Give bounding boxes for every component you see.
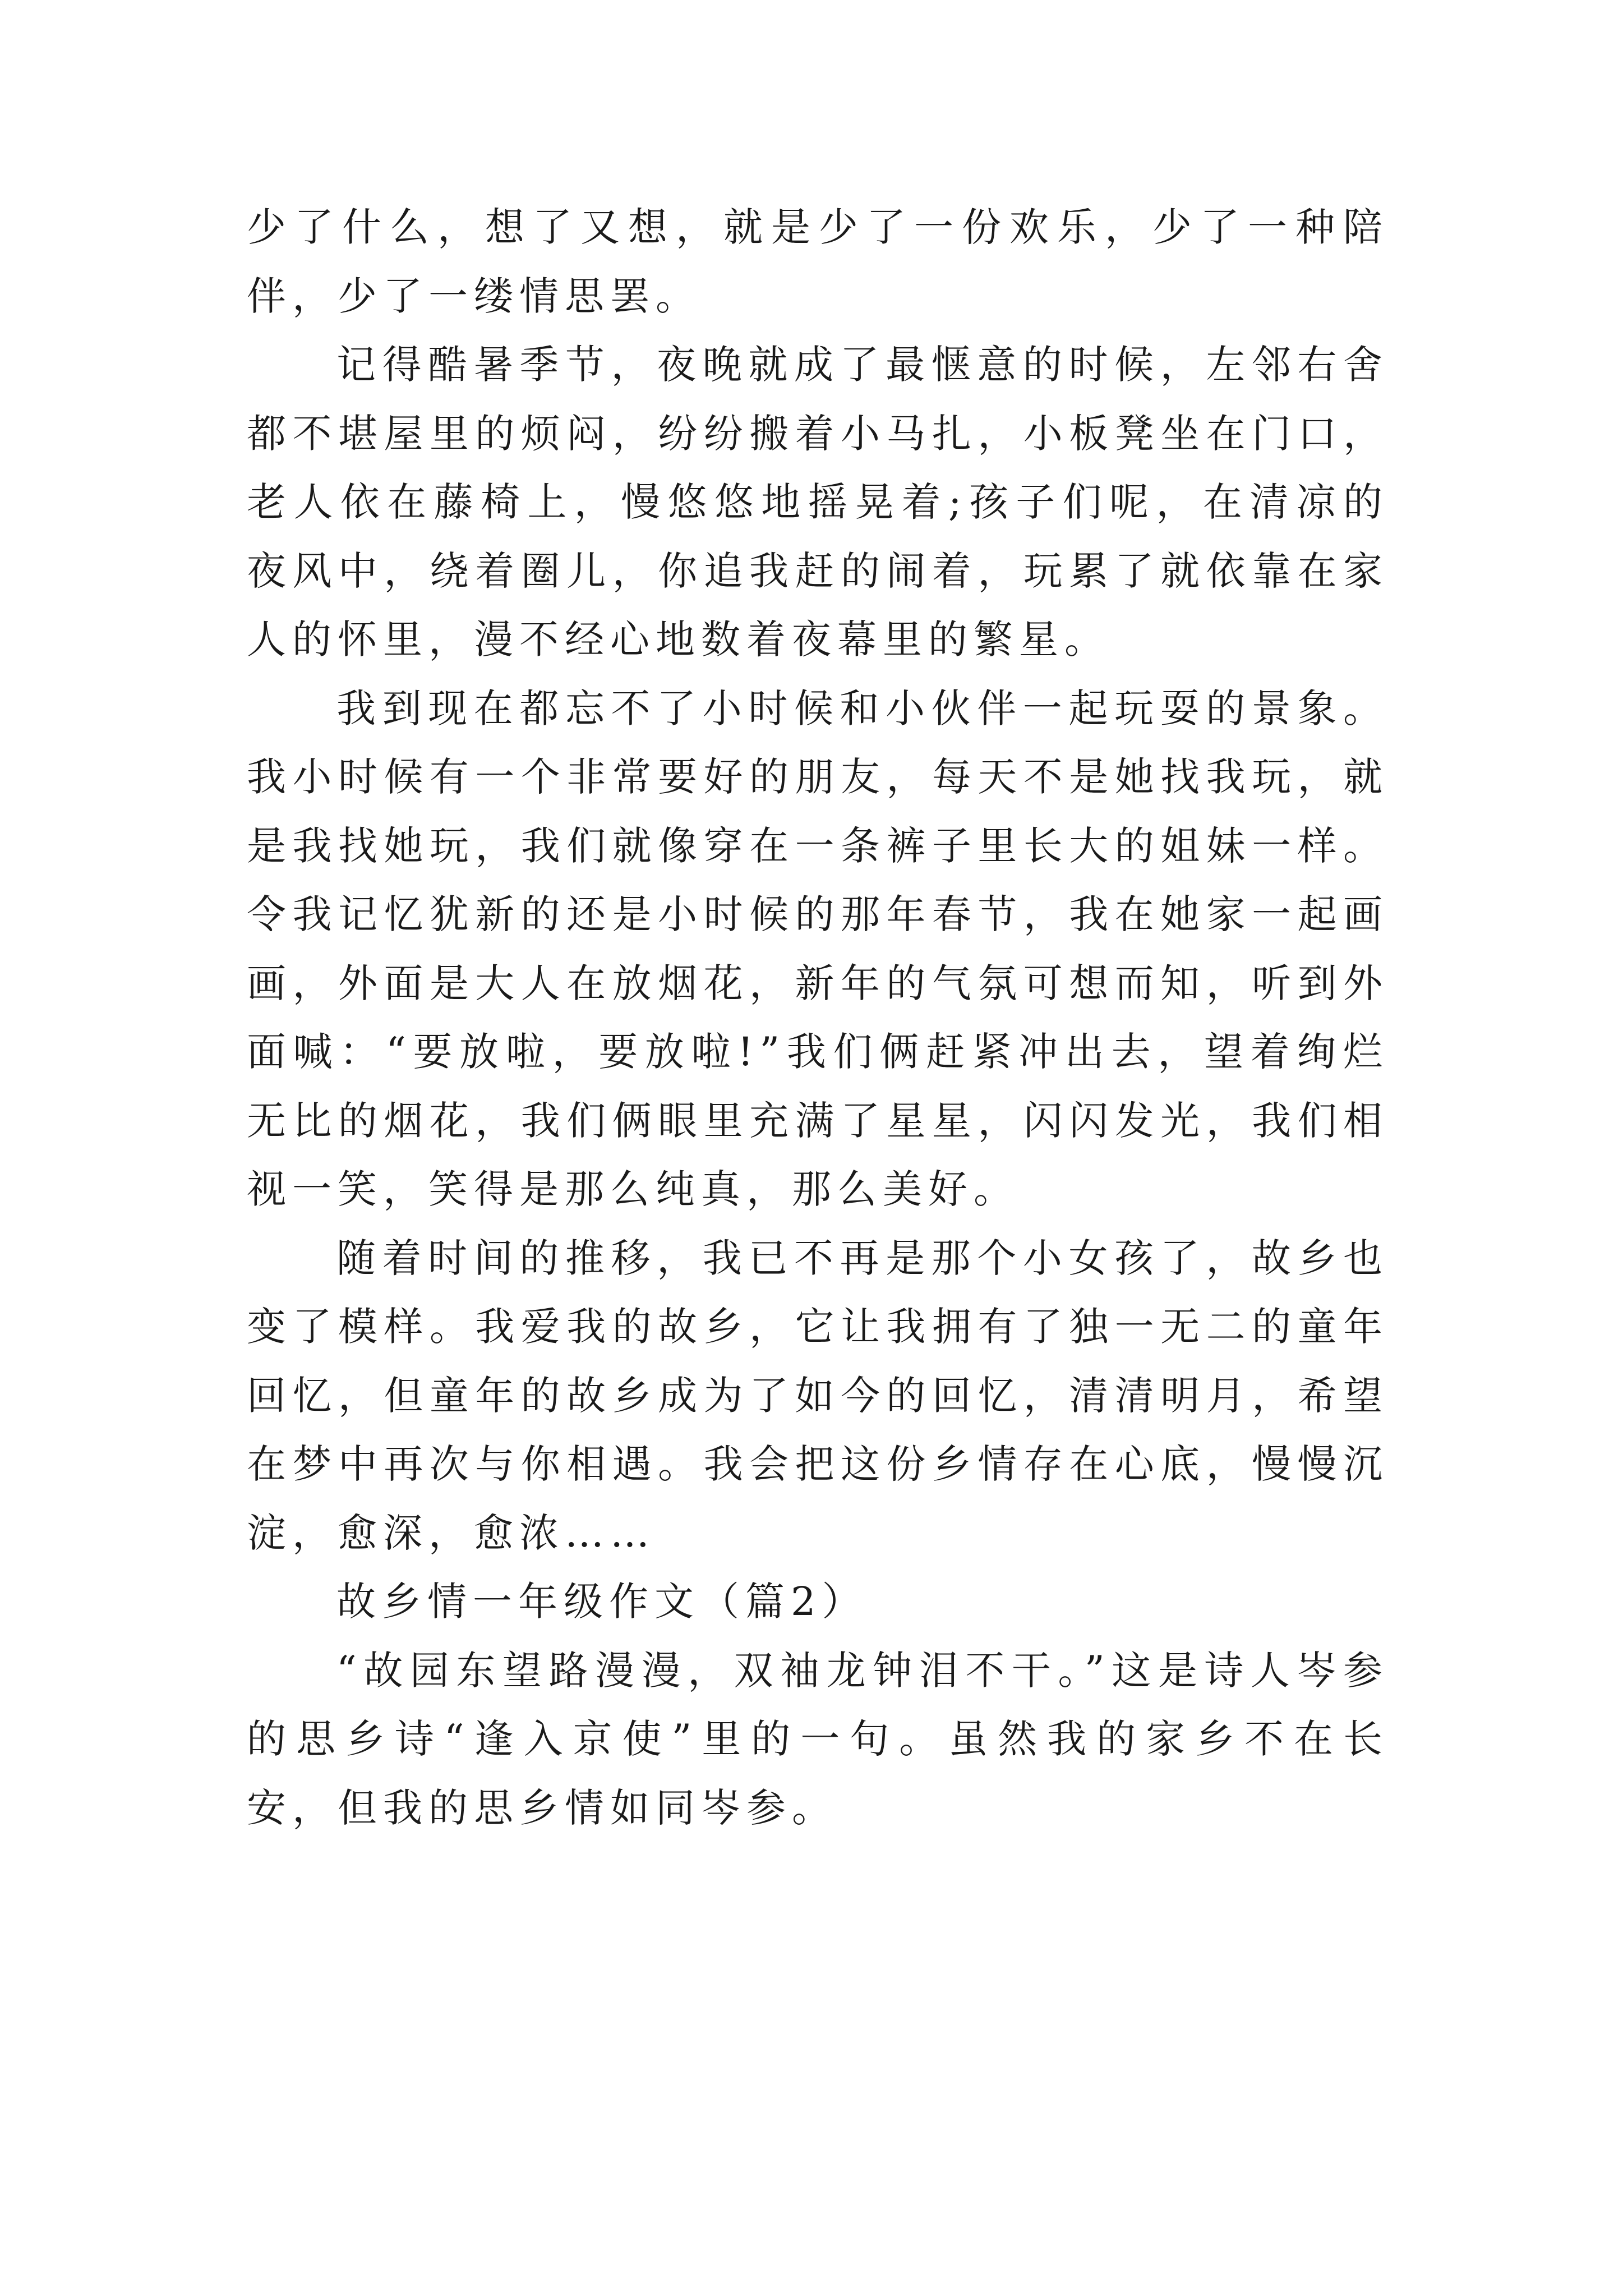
paragraph-time-passes: 随着时间的推移，我已不再是那个小女孩了，故乡也变了模样。我爱我的故乡，它让我拥有了独一无二的童年回忆，但童年的故乡成为了如今的回忆，清清明月，希望在梦中再次与你相遇。我会把这份乡情存在心底，慢慢沉淀，愈深，愈浓…… [247,1235,1389,1556]
paragraph-childhood-friend: 我到现在都忘不了小时候和小伙伴一起玩耍的景象。我小时候有一个非常要好的朋友，每天不是她找我玩，就是我找她玩，我们就像穿在一条裤子里长大的姐妹一样。令我记忆犹新的还是小时候的那年春节，我在她家一起画画，外面是大人在放烟花，新年的气氛可想而知，听到外面喊：“要放啦，要放啦!”我们俩赶紧冲出去，望着绚烂无比的烟花，我们俩眼里充满了星星，闪闪发光，我们相视一笑，笑得是那么纯真，那么美好。 [247,685,1389,1212]
paragraph-summer-night: 记得酷暑季节，夜晚就成了最惬意的时候，左邻右舍都不堪屋里的烦闷，纷纷搬着小马扎，小板凳坐在门口，老人依在藤椅上，慢悠悠地摇晃着;孩子们呢，在清凉的夜风中，绕着圈儿，你追我赶的闹着，玩累了就依靠在家人的怀里，漫不经心地数着夜幕里的繁星。 [247,342,1389,662]
document-body [247,193,1389,1842]
section-heading: 故乡情一年级作文（篇2） [336,1579,868,1625]
paragraph-poem-quote: “故园东望路漫漫，双袖龙钟泪不干。”这是诗人岑参的思乡诗“逢入京使”里的一句。虽然我的家乡不在长安，但我的思乡情如同岑参。 [247,1647,1389,1831]
paragraph-continuation: 少了什么，想了又想，就是少了一份欢乐，少了一种陪伴，少了一缕情思罢。 [247,204,1389,319]
